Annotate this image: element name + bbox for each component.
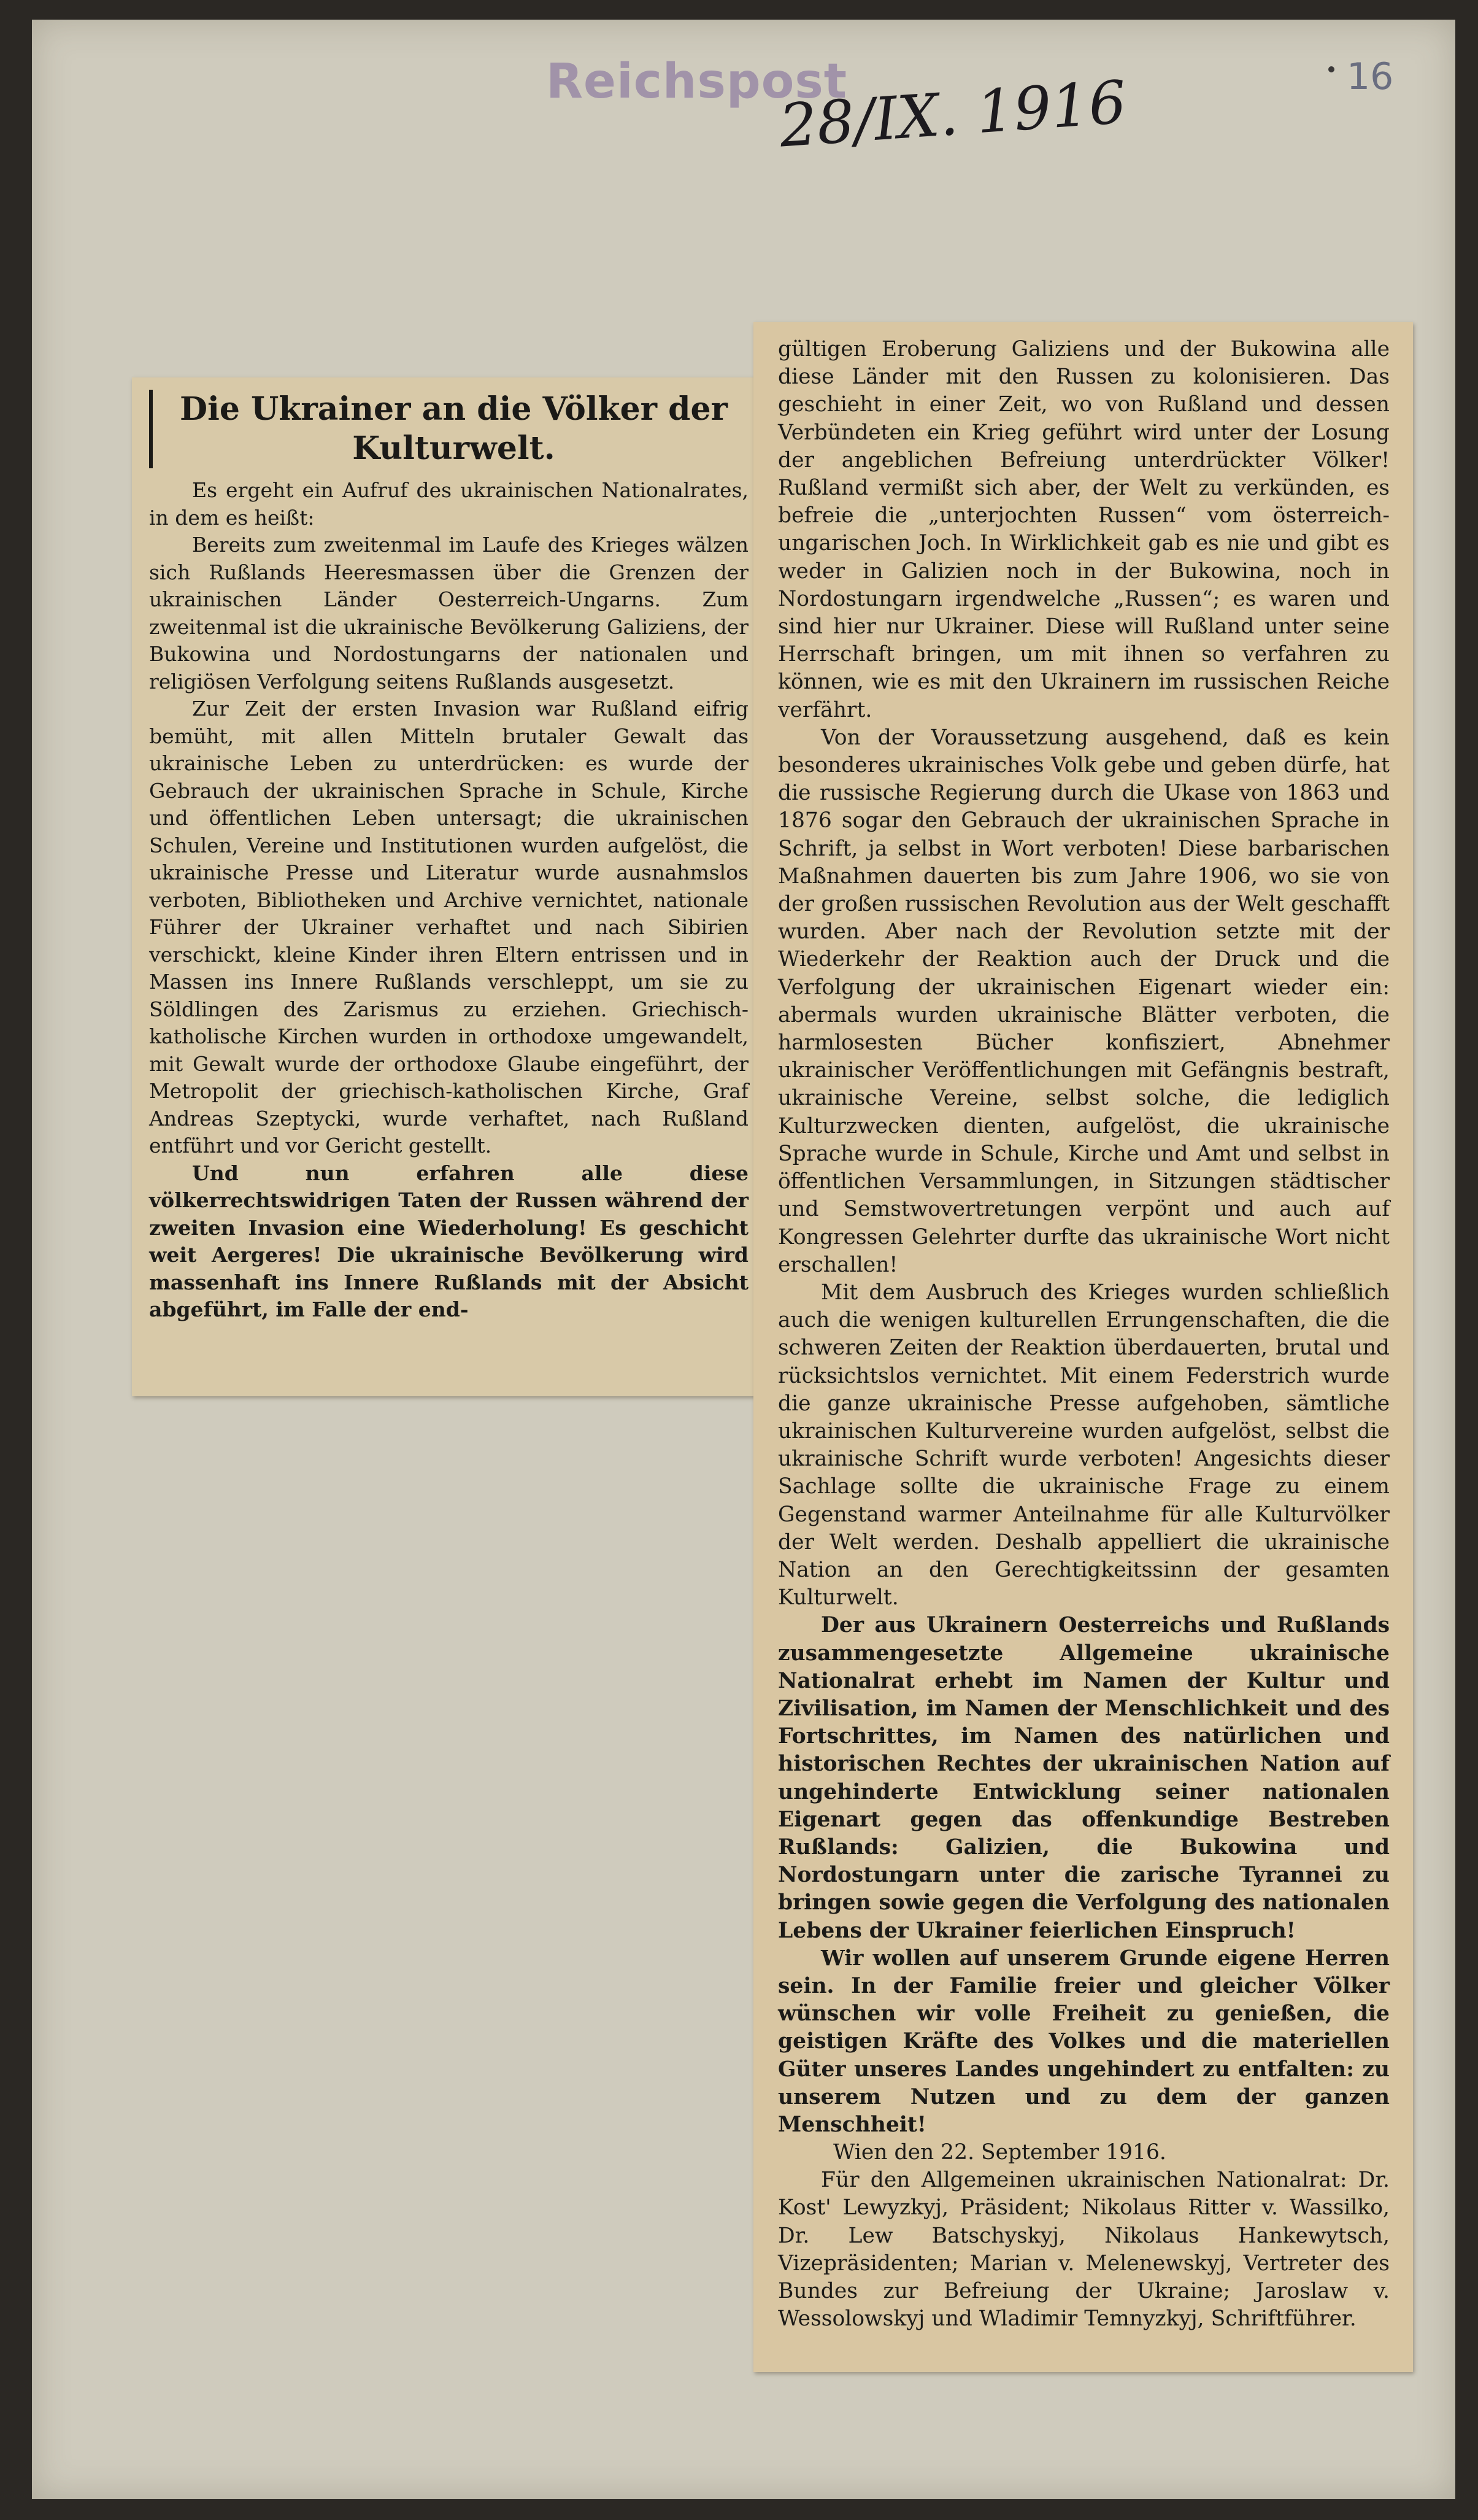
paragraph: Bereits zum zweitenmal im Laufe des Krieges wälzen sich Rußlands Heeresmassen über die Grenzen der ukrainischen Länder Oesterreich-Ungarns. Zum zweitenmal ist die ukrainische Bevölkerung Galiziens, der Bukowina und Nordostungarns der nationalen und religiösen Verfolgung seitens Rußlands ausgesetzt. bbox=[149, 533, 749, 694]
clipping-right-column bbox=[753, 322, 1413, 2372]
paragraph: Es ergeht ein Aufruf des ukrainischen Nationalrates, in dem es heißt: bbox=[149, 478, 749, 530]
paragraph: Und nun erfahren alle diese völkerrechtswidrigen Taten der Russen während der zweiten Invasion eine Wiederholung! Es geschicht weit Aergeres! Die ukrainische Bevölkerung wird massenhaft ins Innere Rußlands mit der Absicht abgeführt, im Falle der end- bbox=[149, 1161, 749, 1321]
paragraph: Wir wollen auf unserem Grunde eigene Herren sein. In der Familie freier und gleicher Völker wünschen wir volle Freiheit zu genießen, die geistigen Kräfte des Volkes und die materiellen Güter unseres Landes ungehindert zu entfalten: zu unserem Nutzen und zu dem der ganzen Menschheit! bbox=[778, 1946, 1390, 2137]
clipping-left-column bbox=[132, 377, 766, 1396]
paragraph: Von der Voraussetzung ausgehend, daß es kein besonderes ukrainisches Volk gebe und geben dürfe, hat die russische Regierung durch die Ukase von 1863 und 1876 sogar den Gebrauch der ukrainischen Sprache in Schrift, ja selbst in Wort verboten! Diese barbarischen Maßnahmen dauerten bis zum Jahre 1906, wo sie von der großen russischen Revolution aus der Welt geschafft wurden. Aber nach der Revolution setzte mit der Wiederkehr der Reaktion auch der Druck und die Verfolgung der ukrainischen Eigenart wieder ein: abermals wurden ukrainische Blätter verboten, die harmlosesten Bücher konfisziert, Abnehmer ukrainischer Veröffentlichungen mit Gefängnis bestraft, ukrainische Vereine, selbst solche, die lediglich Kulturzwecken dienten, aufgelöst, die ukrainische Sprache wurde in Schule, Kirche und Amt und selbst in öffentlichen Versammlungen, in Sitzungen städtischer und Semstwovertretungen verpönt und auch auf Kongressen Gelehrter durfte das ukrainische Wort nicht erschallen! bbox=[778, 725, 1390, 1277]
handwritten-date: 28/IX. 1916 bbox=[777, 68, 1129, 161]
paragraph: Mit dem Ausbruch des Krieges wurden schließlich auch die wenigen kulturellen Errungenschaften, die die schweren Zeiten der Reaktion überdauerten, brutal und rücksichtslos vernichtet. Mit einem Federstrich wurde die ganze ukrainische Presse aufgehoben, sämtliche ukrainischen Kulturvereine wurden aufgelöst, selbst die ukrainische Schrift wurde verboten! Angesichts dieser Sachlage sollte die ukrainische Frage zu einem Gegenstand warmer Anteilnahme für alle Kulturvölker der Welt werden. Deshalb appelliert die ukrainische Nation an den Gerechtigkeitssinn der gesamten Kulturwelt. bbox=[778, 1280, 1390, 1610]
paragraph: Zur Zeit der ersten Invasion war Rußland eifrig bemüht, mit allen Mitteln brutaler Gewalt das ukrainische Leben zu unterdrücken: es wurde der Gebrauch der ukrainischen Sprache in Schule, Kirche und öffentlichen Leben untersagt; die ukrainischen Schulen, Vereine und Institutionen wurden aufgelöst, die ukrainische Presse und Literatur wurde ausnahmslos verboten, Bibliotheken und Archive vernichtet, nationale Führer der Ukrainer verhaftet und nach Sibirien verschickt, kleine Kinder ihren Eltern entrissen und in Massen ins Innere Rußlands verschleppt, um sie zu Söldlingen des Zarismus zu erziehen. Griechisch-katholische Kirchen wurden in orthodoxe umgewandelt, mit Gewalt wurde der orthodoxe Glaube eingeführt, der Metropolit der griechisch-katholischen Kirche, Graf Andreas Szeptycki, wurde verhaftet, nach Rußland entführt und vor Gericht gestellt. bbox=[149, 697, 749, 1158]
newspaper-stamp: Reichspost bbox=[546, 54, 848, 109]
place-date: Wien den 22. September 1916. bbox=[833, 2140, 1166, 2165]
folio-number: 16 bbox=[1347, 55, 1394, 98]
signatures: Für den Allgemeinen ukrainischen Nationalrat: Dr. Kost' Lewyzkyj, Präsident; Nikolaus Ritter v. Wassilko, Dr. Lew Batschyskyj, Nikolaus Hankewytsch, Vizepräsidenten; Marian v. Melenewskyj, Vertreter des Bundes zur Befreiung der Ukraine; Jaroslaw v. Wessolowskyj und Wladimir Temnyzkyj, Schriftführer. bbox=[778, 2168, 1390, 2332]
paragraph: gültigen Eroberung Galiziens und der Bukowina alle diese Länder mit den Russen zu kolonisieren. Das geschieht in einer Zeit, wo von Rußland und dessen Verbündeten ein Krieg geführt wird unter der Losung der angeblichen Befreiung unterdrückter Völker! Rußland vermißt sich aber, der Welt zu verkünden, es befreie die „unterjochten Russen“ vom österreich-ungarischen Joch. In Wirklichkeit gab es nie und gibt es weder in Galizien noch in der Bukowina, noch in Nordostungarn irgendwelche „Russen“; es waren und sind hier nur Ukrainer. Diese will Rußland unter seine Herrschaft bringen, um mit ihnen so verfahren zu können, wie es mit den Ukrainern im russischen Reiche verfährt. bbox=[778, 337, 1390, 722]
article-title: Die Ukrainer an die Völker der Kulturwelt. bbox=[149, 390, 749, 468]
ink-dot bbox=[1328, 66, 1334, 72]
paragraph: Der aus Ukrainern Oesterreichs und Rußlands zusammengesetzte Allgemeine ukrainische Nationalrat erhebt im Namen der Kultur und Zivilisation, im Namen der Menschlichkeit und des Fortschrittes, im Namen des natürlichen und historischen Rechtes der ukrainischen Nation auf ungehinderte Entwicklung seiner nationalen Eigenart gegen das offenkundige Bestreben Rußlands: Galizien, die Bukowina und Nordostungarn unter die zarische Tyrannei zu bringen sowie gegen die Verfolgung des nationalen Lebens der Ukrainer feierlichen Einspruch! bbox=[778, 1613, 1390, 1943]
